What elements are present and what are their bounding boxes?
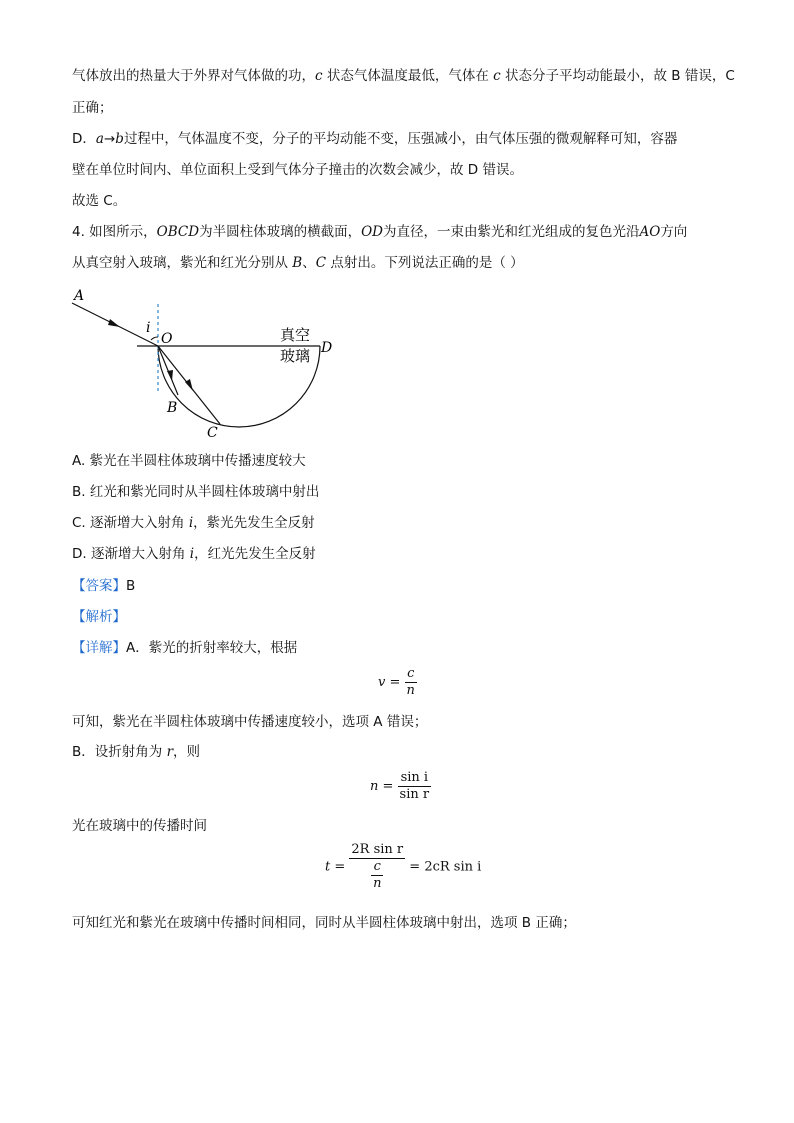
text-span: 4. 如图所示， [72,224,157,240]
eq-lhs: t [325,859,331,875]
text-line: 可知红光和紫光在玻璃中传播时间相同，同时从半圆柱体玻璃中射出，选项 B 正确； [72,915,576,931]
text-span: 状态分子平均动能最小，故 B 错误，C [500,68,735,84]
text-span: D. 逐渐增大入射角 [72,546,190,562]
question-line [72,253,524,273]
text-line: 正确； [72,100,113,116]
text-span: 点射出。下列说法正确的是（ ） [326,255,524,271]
answer-line [72,576,135,596]
analysis-label-text: 【解析】 [72,609,126,625]
fraction-num: c [371,859,383,876]
eq-sign: = [385,675,405,690]
option-d [72,544,316,564]
text-span: 、 [302,255,316,271]
equation-n [370,770,431,803]
fraction-den [349,859,405,892]
text-line [72,129,677,149]
fraction-den: n [406,683,415,698]
fraction-num: 2R sin r [351,842,404,857]
var-od: OD [361,224,383,240]
refraction-diagram [60,282,350,442]
arrow-glyph: → [103,131,116,147]
var-obcd: OBCD [156,224,200,240]
text-line [72,742,200,762]
option-b: B. 红光和紫光同时从半圆柱体玻璃中射出 [72,484,320,500]
var-b-point: B [292,255,303,271]
text-span: 为半圆柱体玻璃的横截面， [199,224,362,240]
angle-arc [151,337,158,340]
label-vacuum: 真空 [280,326,311,344]
nested-fraction [371,859,383,892]
var-ao: AO [639,224,661,240]
eq-lhs: v [378,675,386,690]
label-glass: 玻璃 [280,347,311,365]
ray-to-b [158,346,178,395]
option-a: A. 紫光在半圆柱体玻璃中传播速度较大 [72,453,306,469]
text-span: ，紫光先发生全反射 [193,515,315,531]
detail-label: 【详解】 [72,640,126,656]
equation-t [325,842,481,892]
text-span: 状态气体温度最低，气体在 [322,68,494,84]
label-o: O [161,331,173,347]
text-line: 光在玻璃中的传播时间 [72,818,207,834]
fraction-num: c [405,666,417,683]
arrow-b [167,370,173,381]
fraction-den: n [373,876,382,891]
text-line: 故选 C。 [72,193,127,209]
label-d: D [321,340,333,356]
eq-sign: = [378,779,398,794]
label-i: i [146,320,151,336]
text-span: 为直径，一束由紫光和红光组成的复色光沿 [382,224,640,240]
eq-sign: = [330,859,350,875]
text-span: A．紫光的折射率较大，根据 [126,640,298,656]
text-span: 气体放出的热量大于外界对气体做的功， [72,68,315,84]
var-c: c [315,68,323,84]
fraction-den: sin r [399,787,430,802]
label-c: C [207,425,218,441]
text-span: B．设折射角为 [72,744,167,760]
text-span: 从真空射入玻璃，紫光和红光分别从 [72,255,293,271]
var-c-point: C [315,255,327,271]
incident-arrow [108,319,120,327]
eq-sign: = [405,859,425,875]
var-c: c [493,68,501,84]
answer-value: B [126,578,136,594]
text-span: 过程中，气体温度不变，分子的平均动能不变，压强减小，由气体压强的微观解释可知，容器 [123,131,678,147]
text-span: ，红光先发生全反射 [194,546,316,562]
text-span: ，则 [173,744,201,760]
fraction [349,842,405,892]
text-span: C. 逐渐增大入射角 [72,515,189,531]
var-a: a [95,131,104,147]
option-c [72,513,315,533]
eq-lhs: n [370,779,379,794]
question-line [72,222,687,242]
label-b: B [167,400,178,416]
text-span: D． [72,131,96,147]
fraction [405,666,417,699]
label-a: A [74,288,85,304]
equation-v [378,666,417,699]
fraction-num: sin i [398,770,432,787]
text-line: 壁在单位时间内、单位面积上受到气体分子撞击的次数会减少，故 D 错误。 [72,162,523,178]
var-i: i [188,515,194,531]
text-line: 可知，紫光在半圆柱体玻璃中传播速度较小，选项 A 错误； [72,714,428,730]
fraction [398,770,432,803]
analysis-label [72,607,126,627]
eq-rhs: 2cR sin i [424,859,482,875]
answer-label: 【答案】 [72,578,126,594]
detail-line [72,638,297,658]
var-r: r [166,744,174,760]
text-span: 方向 [660,224,688,240]
var-b: b [115,131,124,147]
var-i: i [189,546,195,562]
text-line [72,66,735,86]
